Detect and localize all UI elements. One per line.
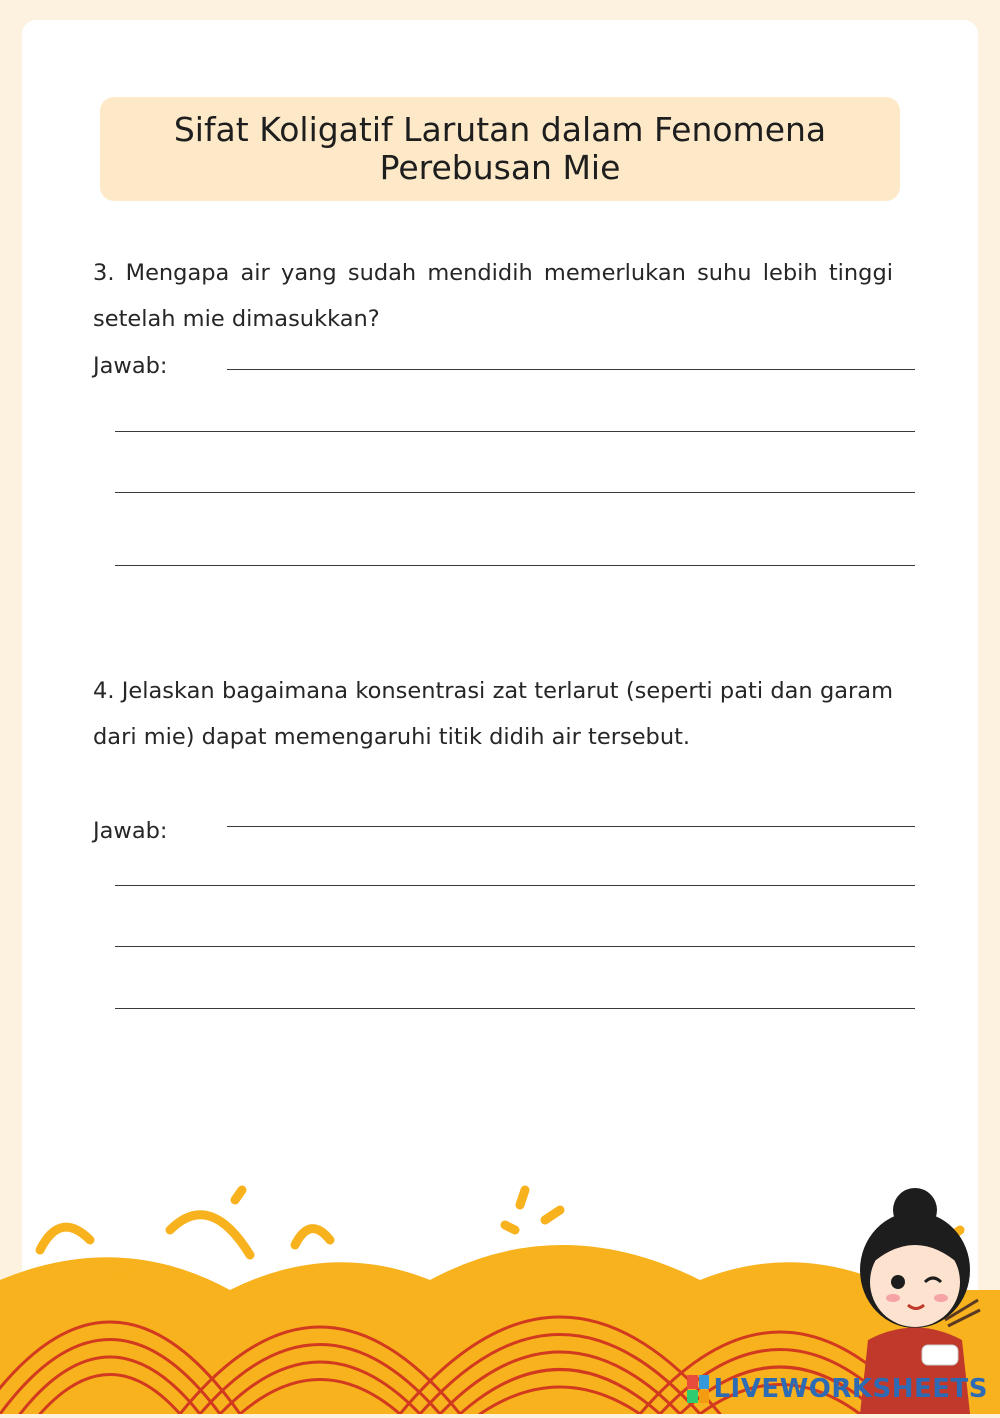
answer-line-3b[interactable]	[115, 431, 915, 432]
answer-line-4b[interactable]	[115, 885, 915, 886]
answer-label-4: Jawab:	[93, 818, 168, 844]
brand-logo-icon	[687, 1375, 709, 1403]
title-box	[100, 97, 900, 201]
question-3: 3. Mengapa air yang sudah mendidih memerlukan suhu lebih tinggi setelah mie dimasukkan?	[93, 260, 893, 332]
answer-line-4a[interactable]	[227, 826, 915, 827]
question-4: 4. Jelaskan bagaimana konsentrasi zat terlarut (seperti pati dan garam dari mie) dapat memengaruhi titik didih air tersebut.	[93, 678, 893, 750]
liveworksheets-brand[interactable]	[687, 1374, 988, 1404]
answer-line-3c[interactable]	[115, 492, 915, 493]
answer-line-4d[interactable]	[115, 1008, 915, 1009]
page-title: Sifat Koligatif Larutan dalam Fenomena Perebusan Mie	[173, 110, 827, 187]
answer-label-3: Jawab:	[93, 353, 168, 379]
answer-line-3d[interactable]	[115, 565, 915, 566]
brand-text: LIVEWORKSHEETS	[713, 1374, 988, 1404]
answer-line-3a[interactable]	[227, 369, 915, 370]
noodle-decoration	[0, 1170, 1000, 1414]
answer-line-4c[interactable]	[115, 946, 915, 947]
